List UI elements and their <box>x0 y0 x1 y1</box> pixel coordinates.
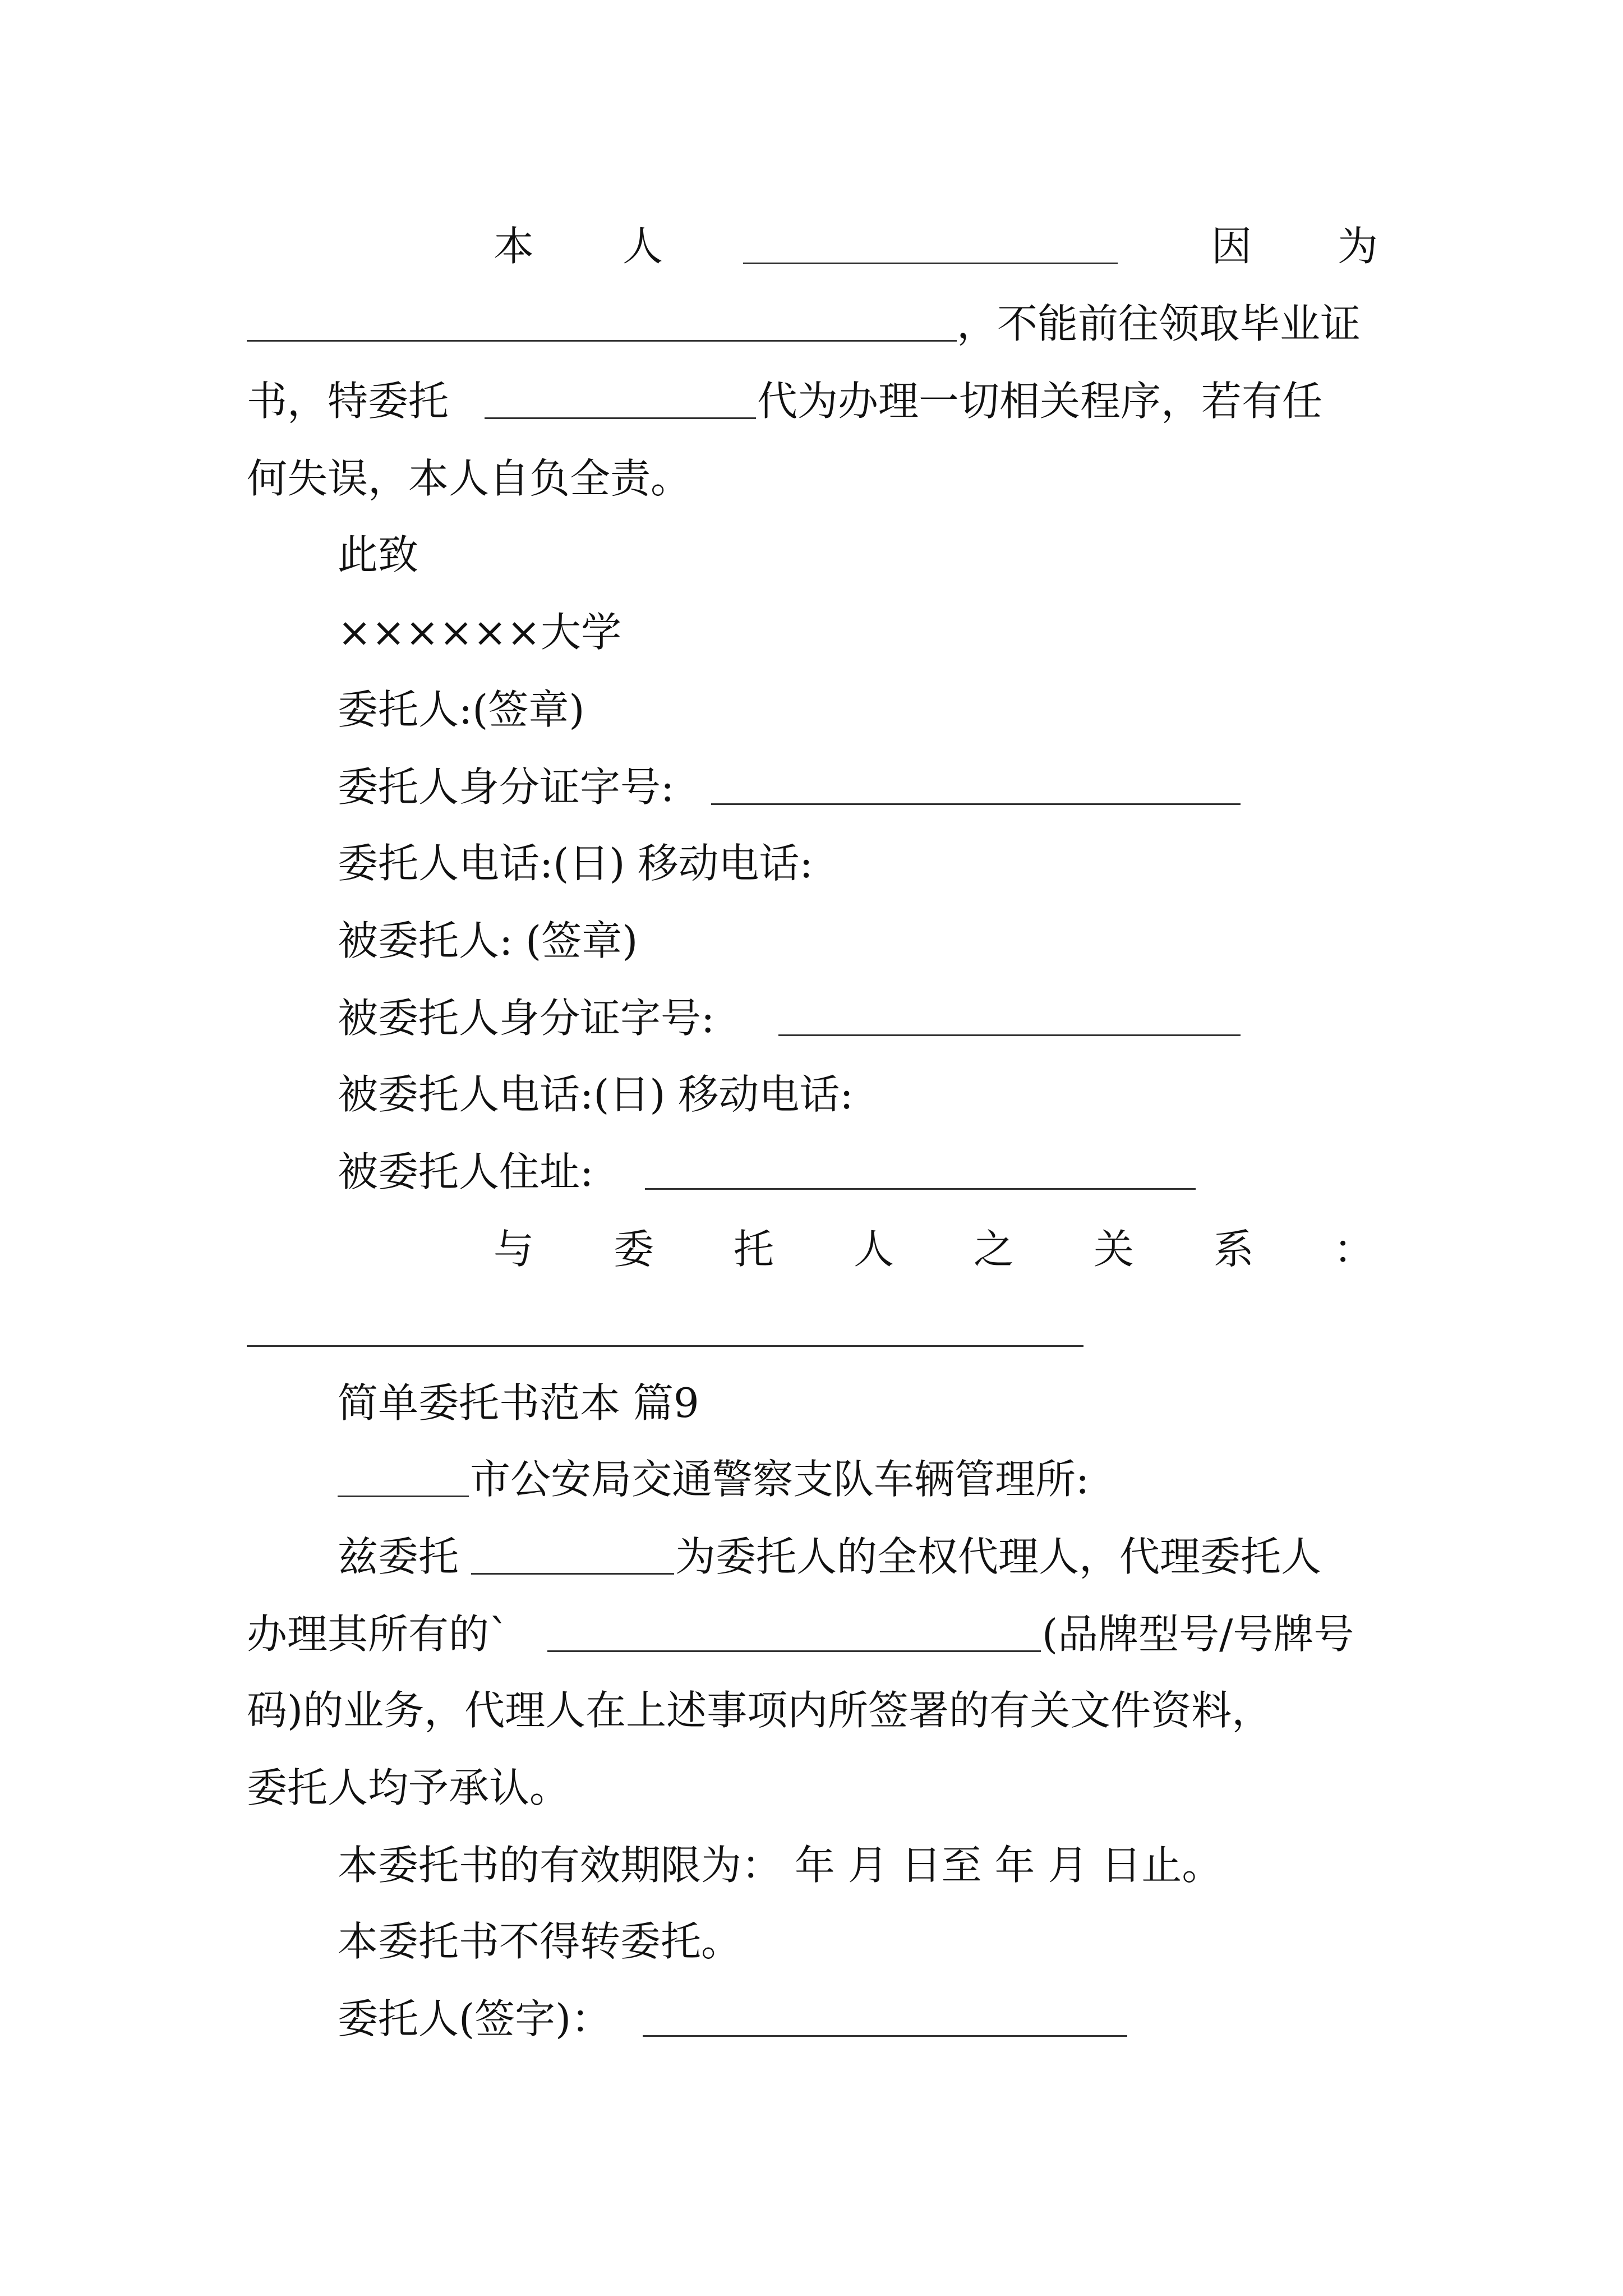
agent-address-blank-line[interactable] <box>645 1188 1196 1190</box>
para2-line3: 码)的业务，代理人在上述事项内所签署的有关文件资料， <box>247 1687 1272 1734</box>
relation-char-8: ： <box>1333 1226 1374 1273</box>
para1-line4: 何失误，本人自负全责。 <box>247 455 691 502</box>
para2-line4: 委托人均予承认。 <box>247 1764 570 1811</box>
section-heading: 简单委托书范本 篇9 <box>338 1379 699 1427</box>
para1-word-ben: 本 <box>494 223 534 270</box>
vehicle-blank-line[interactable] <box>547 1650 1041 1652</box>
para1-word-wei: 为 <box>1338 223 1378 270</box>
salutation: 此致 <box>338 531 419 578</box>
para2-line2-end: (品牌型号/号牌号 <box>1042 1611 1354 1658</box>
proxy-name-blank-line[interactable] <box>471 1573 674 1575</box>
principal-signature-blank-line[interactable] <box>643 2035 1127 2037</box>
agent-phone-label: 被委托人电话:(日) 移动电话: <box>338 1071 854 1118</box>
validity-period: 本委托书的有效期限为： 年 月 日至 年 月 日止。 <box>338 1842 1223 1889</box>
para2-line1-start: 兹委托 <box>338 1533 459 1580</box>
relation-char-1: 与 <box>494 1226 534 1273</box>
agent-id-label: 被委托人身分证字号: <box>338 995 715 1042</box>
agent-id-blank-line[interactable] <box>778 1034 1241 1036</box>
agent-blank-line[interactable] <box>485 417 756 419</box>
name-blank-line[interactable] <box>743 263 1118 264</box>
para1-line3-start: 书，特委托 <box>247 378 449 425</box>
principal-id-blank-line[interactable] <box>711 803 1241 805</box>
principal-id-label: 委托人身分证字号: <box>338 763 675 811</box>
para1-line2-text: ，不能前往领取毕业证 <box>957 300 1361 347</box>
reason-blank-line[interactable] <box>247 340 957 342</box>
para2-line2-start: 办理其所有的` <box>247 1611 510 1658</box>
agent-signature-label: 被委托人: (签章) <box>338 917 638 964</box>
relation-label <box>494 1218 1374 1280</box>
relation-char-6: 关 <box>1093 1226 1134 1273</box>
para2-line1-end: 为委托人的全权代理人，代理委托人 <box>675 1533 1322 1580</box>
principal-phone-label: 委托人电话:(日) 移动电话: <box>338 840 813 887</box>
addressee: 市公安局交通警察支队车辆管理所: <box>470 1456 1090 1503</box>
para1-word-yin: 因 <box>1211 223 1252 270</box>
city-blank-line[interactable] <box>338 1496 469 1497</box>
para1-word-ren: 人 <box>623 223 663 270</box>
recipient-university: ××××××大学 <box>338 609 621 656</box>
no-transfer-clause: 本委托书不得转委托。 <box>338 1918 742 1965</box>
relation-char-7: 系 <box>1213 1226 1254 1273</box>
relation-char-2: 委 <box>613 1226 654 1273</box>
relation-blank-line[interactable] <box>247 1345 1083 1347</box>
para1-line3-end: 代为办理一切相关程序，若有任 <box>757 378 1323 425</box>
relation-char-5: 之 <box>973 1226 1014 1273</box>
agent-address-label: 被委托人住址: <box>338 1148 594 1195</box>
principal-signature-label: 委托人:(签章) <box>338 686 585 733</box>
principal-signature-field-label: 委托人(签字)： <box>338 1995 612 2042</box>
relation-char-3: 托 <box>733 1226 774 1273</box>
relation-char-4: 人 <box>853 1226 894 1273</box>
